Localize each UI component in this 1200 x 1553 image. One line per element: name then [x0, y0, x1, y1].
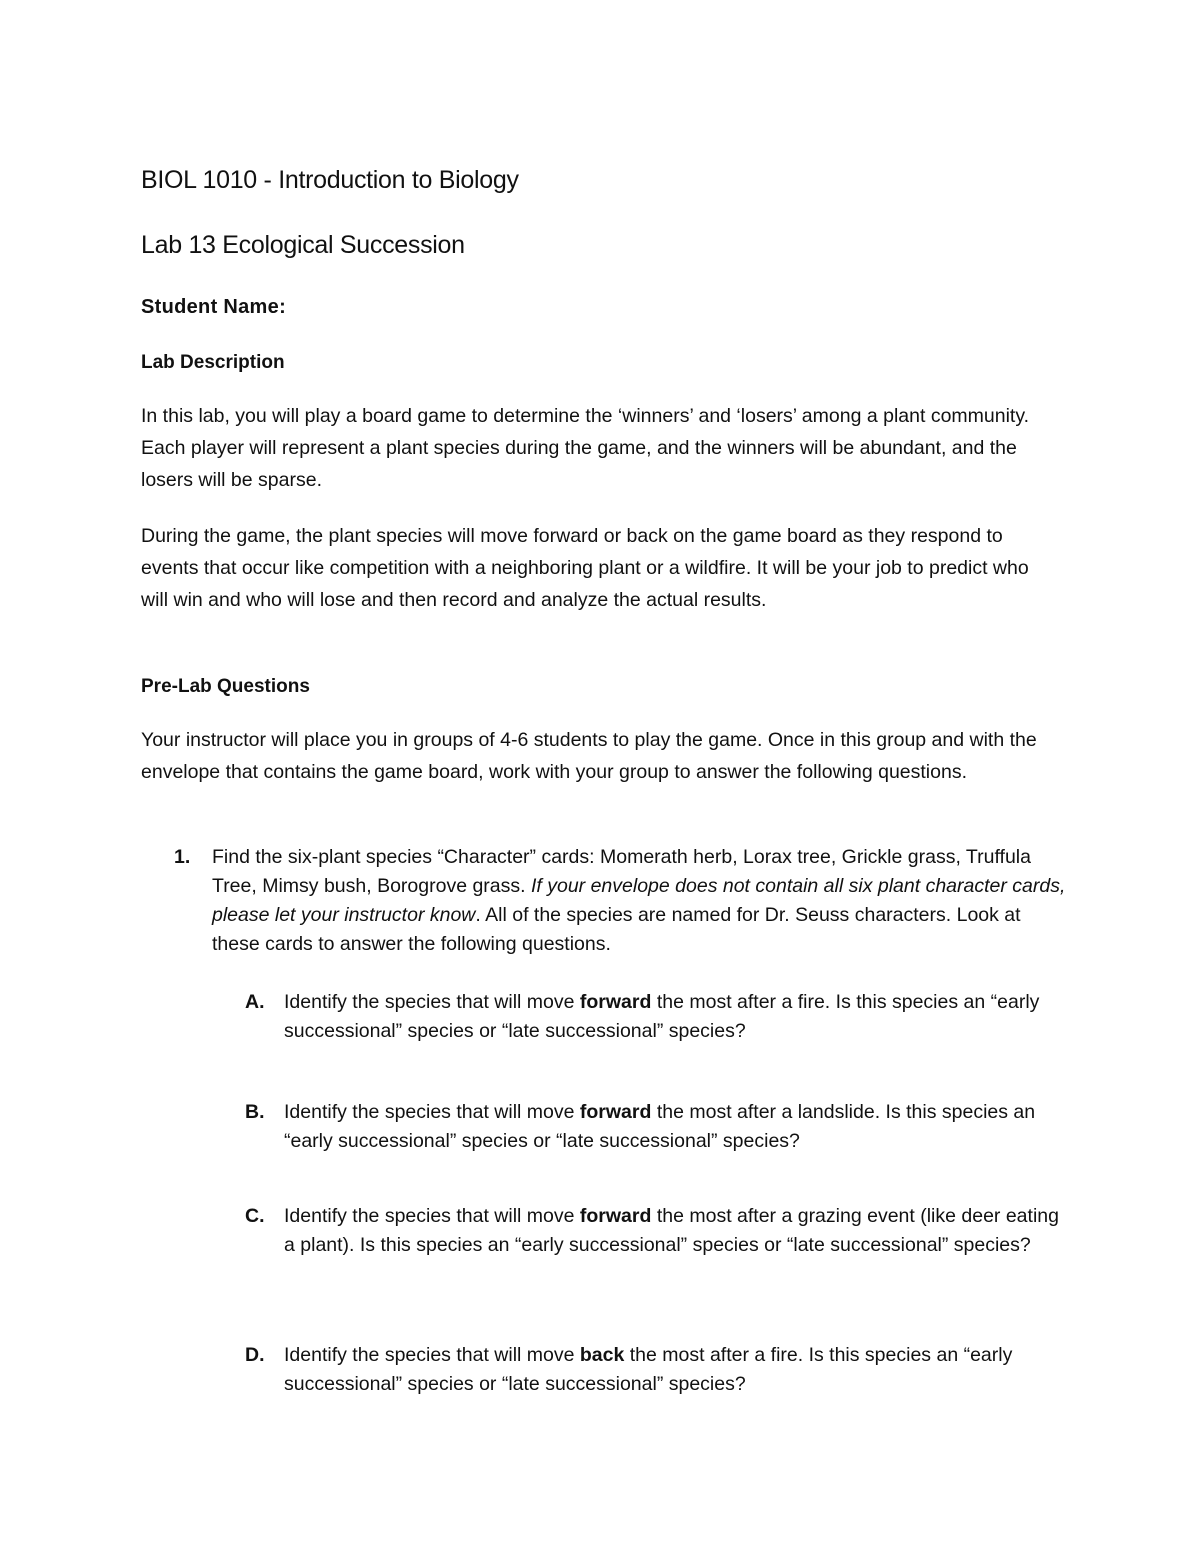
sub-question-b-bold: forward — [579, 1101, 652, 1123]
lab-description-paragraph-2: During the game, the plant species will move forward or back on the game board as they respond to events that occur like competition with a neighboring plant or a wildfire. It will be your job to predict who will win and who will lose and then record and analyze the actual results. — [141, 525, 1029, 611]
sub-question-c-letter: C. — [245, 1205, 265, 1227]
lab-description-paragraph-1: In this lab, you will play a board game to determine the ‘winners’ and ‘losers’ among a plant community. Each player will represent a plant species during the game, and the winners will be abundant, and the losers will be sparse. — [141, 405, 1030, 491]
pre-lab-intro: Your instructor will place you in groups of 4-6 students to play the game. Once in this group and with the envelope that contains the game board, work with your group to answer the following questions. — [141, 729, 1037, 783]
sub-question-d-bold: back — [579, 1344, 625, 1366]
sub-question-b-post: the most after a landslide. Is this species an “early successional” species or “late successional” species? — [284, 1101, 1036, 1152]
sub-question-b-letter: B. — [245, 1101, 265, 1123]
question-1-text-a: Find the six-plant species “Character” cards: Momerath herb, Lorax tree, Grickle grass, Truffula Tree, Mimsy bush, Borogrove grass. — [212, 846, 1031, 897]
sub-question-c-text — [284, 1202, 1074, 1260]
sub-question-a-pre: Identify the species that will move — [284, 991, 580, 1013]
sub-question-a-text — [284, 988, 1074, 1046]
question-1-text-b: . All of the species are named for Dr. Seuss characters. Look at these cards to answer the following questions. — [212, 904, 1021, 955]
lab-title: Lab 13 Ecological Succession — [141, 231, 465, 259]
pre-lab-heading: Pre-Lab Questions — [141, 676, 310, 697]
sub-question-d-pre: Identify the species that will move — [284, 1344, 580, 1366]
sub-question-b-pre: Identify the species that will move — [284, 1101, 580, 1123]
sub-question-b-text — [284, 1098, 1074, 1156]
sub-question-c-pre: Identify the species that will move — [284, 1205, 580, 1227]
question-1-text-italic: If your envelope does not contain all six plant character cards, please let your instructor know — [212, 875, 1066, 926]
sub-question-d-post: the most after a fire. Is this species an “early successional” species or “late successional” species? — [284, 1344, 1013, 1395]
sub-question-d-letter: D. — [245, 1344, 265, 1366]
question-1-text — [212, 843, 1072, 959]
question-1-number: 1. — [174, 846, 191, 868]
sub-question-a-post: the most after a fire. Is this species an “early successional” species or “late successional” species? — [284, 991, 1040, 1042]
sub-question-a-bold: forward — [579, 991, 652, 1013]
sub-question-c-bold: forward — [579, 1205, 652, 1227]
sub-question-d-text — [284, 1341, 1074, 1399]
course-title: BIOL 1010 - Introduction to Biology — [141, 166, 519, 194]
lab-description-heading: Lab Description — [141, 352, 285, 373]
sub-question-c-post: the most after a grazing event (like deer eating a plant). Is this species an “early successional” species or “late successional” species? — [284, 1205, 1059, 1256]
sub-question-a-letter: A. — [245, 991, 265, 1013]
student-name-label: Student Name: — [141, 296, 287, 318]
